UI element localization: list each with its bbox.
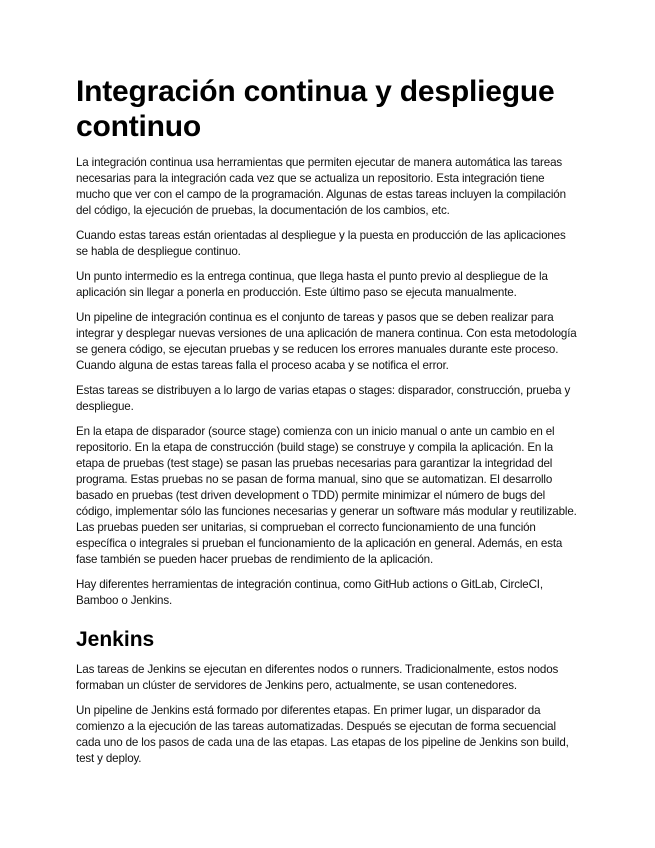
paragraph-continuous-deployment: Cuando estas tareas están orientadas al despliegue y la puesta en producción de las aplicaciones se habla de despliegue continuo. bbox=[76, 229, 566, 258]
paragraph-ci-definition: La integración continua usa herramientas que permiten ejecutar de manera automática las tareas necesarias para la integración cada vez que se actualiza un repositorio. Esta integración tiene mucho que ver con el campo de la programación. Algunas de estas tareas incluyen la compilación del código, la ejecución de pruebas, la documentación de los cambios, etc. bbox=[76, 156, 566, 217]
paragraph-stage-details: En la etapa de disparador (source stage) comienza con un inicio manual o ante un cambio en el repositorio. En la etapa de construcción (build stage) se construye y compila la aplicación. En la etapa de pruebas (test stage) se pasan las pruebas necesarias para garantizar la integridad del programa. Estas pruebas no se pasan de forma manual, sino que se automatizan. El desarrollo basado en pruebas (test driven development o TDD) permite minimizar el número de bugs del código, implementar sólo las funciones necesarias y generar un software más modular y reutilizable. Las pruebas pueden ser unitarias, si comprueban el correcto funcionamiento de una función específica o integrales si prueban el funcionamiento de la aplicación en general. Además, en esta fase también se pueden hacer pruebas de rendimiento de la aplicación. bbox=[76, 425, 577, 566]
section-heading-jenkins: Jenkins bbox=[76, 628, 155, 651]
paragraph-pipeline: Un pipeline de integración continua es el conjunto de tareas y pasos que se deben realizar para integrar y desplegar nuevas versiones de una aplicación de manera continua. Con esta metodología se genera código, se ejecutan pruebas y se reducen los errores manuales durante este proceso. Cuando alguna de estas tareas falla el proceso acaba y se notifica el error. bbox=[76, 311, 577, 372]
paragraph-ci-tools: Hay diferentes herramientas de integración continua, como GitHub actions o GitLab, CircleCI, Bamboo o Jenkins. bbox=[76, 578, 543, 607]
page-title: Integración continua y despliegue continuo bbox=[76, 75, 555, 143]
paragraph-stages: Estas tareas se distribuyen a lo largo de varias etapas o stages: disparador, construcción, prueba y despliegue. bbox=[76, 384, 571, 413]
paragraph-jenkins-nodes: Las tareas de Jenkins se ejecutan en diferentes nodos o runners. Tradicionalmente, estos nodos formaban un clúster de servidores de Jenkins pero, actualmente, se usan contenedores. bbox=[76, 663, 559, 692]
document-page bbox=[76, 74, 579, 776]
paragraph-jenkins-pipeline: Un pipeline de Jenkins está formado por diferentes etapas. En primer lugar, un disparador da comienzo a la ejecución de las tareas automatizadas. Después se ejecutan de forma secuencial cada uno de los pasos de cada una de las etapas. Las etapas de los pipeline de Jenkins son build, test y deploy. bbox=[76, 704, 569, 765]
paragraph-continuous-delivery: Un punto intermedio es la entrega continua, que llega hasta el punto previo al despliegue de la aplicación sin llegar a ponerla en producción. Este último paso se ejecuta manualmente. bbox=[76, 270, 548, 299]
